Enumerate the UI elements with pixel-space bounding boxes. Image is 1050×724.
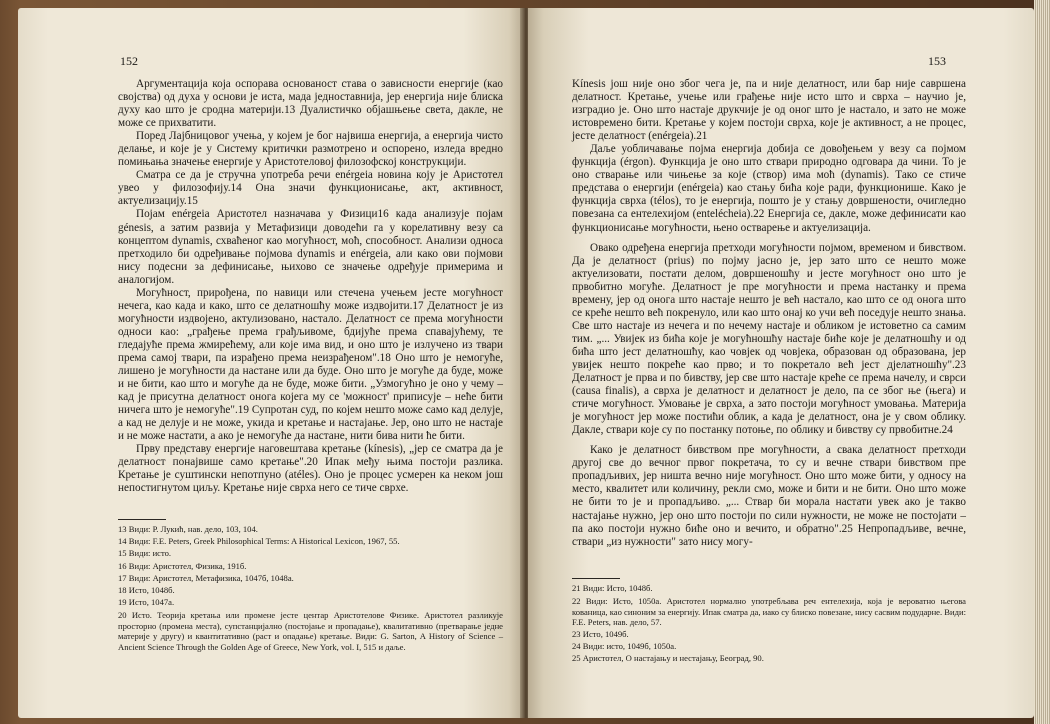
- paragraph: Поред Лајбницовог учења, у којем је бог највиша енергија, а енергија чисто делање, и које је у Систему критички размотрено и оспорено, изледа вредно помињања значење енергије у Аристотеловој филозофској конструкцији.: [118, 130, 503, 169]
- footnote: 13 Види: Р. Лукић, нав. дело, 103, 104.: [118, 524, 258, 534]
- footnotes: [118, 523, 503, 652]
- paragraph: Могућност, прирођена, по навици или стечена учењем јесте могућност нечега, као када и како, што се делатношћу може издвојити.17 Делатност је из могућности издвојено, актулизовано, настало. Делатност се према могућности односи као: „грађење према грађљивоме, бдијуће према спавајућему, те гледајуће према жмирећему, али које има вид, и оно што је излучено из твари према самој твари, па израђено према неизрађеном".18 Оно што је немогуће, лишено је могућности да настане или да буде. Оно што је могуће да буде, може и не бити, као што и могуће да не буде, може бити. „Узмогућно је оно у чему – кад је присутна делатност онога којега му се 'можност' приписује – неће бити ничега што је немогуће".19 Супротан суд, по којем нешто може само кад делује, а кад не делује и не може, укида и кретање и настајање. Јер, оно што не настаје и не може настати, а ако је немогуће да настане, нити бива нити ће бити.: [118, 286, 503, 443]
- paragraph: Појам enérgeia Аристотел назначава у Физици16 када анализује појам génesis, а затим развија у Метафизици доводећи га у корелативну везу са концептом dynamis, схваћеног као могућност, моћ, способност. Анализи односа претходило би одређивање појмова dynamis и enérgeia, али како ови појмови нису подесни за дефинисање, њихово се значење одређује примерима и аналогијом.: [118, 208, 503, 286]
- footnote: 24 Види: исто, 1049б, 1050а.: [572, 640, 677, 651]
- footnote: 15 Види: исто.: [118, 548, 172, 559]
- page-number: 152: [120, 54, 138, 68]
- left-page: [18, 8, 524, 718]
- paragraph: Како је делатност бивством пре могућности, а свака делатност претходи другој све до вечног првог покретача, то су и вечне ствари бивством пре пропадљивих, јер ништа вечно није могућност. Оно што може бити, у односу на место, квалитет или количину, рекли смо, може и бити и не бити. Оно што може не бити то је и пропадљиво. „... Ствар би морала настати увек ако је такво настајање нужно, јер оно што постоји по сили нужности, не може не постојати – па ако постоји нужно биће оно и вечито, и обратно".25 Непропадљиве, вечне, ствари „из нужности" зато нису могу-: [572, 444, 966, 548]
- page-number: 153: [928, 54, 946, 68]
- footnote: 18 Исто, 1048б.: [118, 585, 175, 596]
- main-text: [118, 78, 503, 496]
- page-edges: [1034, 0, 1050, 724]
- footnote: 17 Види: Аристотел, Метафизика, 1047б, 1048а.: [118, 572, 294, 583]
- footnote: 23 Исто, 1049б.: [572, 628, 629, 639]
- paragraph: Аргументација која оспорава основаност става о зависности енергије (као својства) од духа у основи је иста, мада једноставнија, јер енергија није блиска духу као што је сродна материји.13 Дуалистичко објашњење света, дакле, не може се прихватити.: [118, 78, 503, 130]
- paragraph: Прву представу енергије наговештава кретање (kínesis), „јер се сматра да је делатност понајвише само кретање".20 Ипак међу њима постоји разлика. Кретање је суштински непотпуно (atéles). Оно је процес усмерен ка неком још непостигнутом циљу. Кретање није сврха него се тиче сврхе.: [118, 443, 503, 495]
- right-page: [528, 8, 1034, 718]
- footnote-rule: [118, 519, 166, 520]
- footnote: 14 Види: F.E. Peters, Greek Philosophical Terms: A Historical Lexicon, 1967, 55.: [118, 536, 400, 547]
- main-text: [572, 78, 966, 549]
- paragraph: Даље уобличавање појма енергија добија се довођењем у везу са појмом функција (érgon). Функција је оно што ствари природно одговара да чини. То је оно стварање или чињење за које (створ) има моћ (dynamis). Тако се стиче представа о енергији (enérgeia) као стању бића које ради, функционише. Како је функција сврха (télos), то је енергија, пошто је у стању довршености, очигледно повезана са ентелехијом (entelécheia).22 Енергија се, дакле, може дефинисати као функционисање могућности, њено остварење и актуелизација.: [572, 143, 966, 234]
- paragraph: Овако одређена енергија претходи могућности појмом, временом и бивством. Да је делатност (prius) по појму јасно је, јер зато што се нешто може актуелизовати, постати делом, довршеношћу и јесте могућност оно што је првобитно могуће. Делатност је пре могућности и према настанку и према времену, јер од онога што настаје нешто је већ настало, као што се од онога што се креће нешто већ покренуло, или као што онај ко учи већ поседује нешто знања. Све што настаје из нечега и по нечему настаје и обликом је истоветно са самим тим. „... Увијек из бића које је могућношћу настаје биће које је делатношћу и од бића што јест делатношћу, као човјек од човјека, образован од образована, јер увијек нешто покреће као прво; и то покретало већ јест дјелатношћу".23 Делатност је прва и по бивству, јер све што настаје креће се према начелу, и сврси (causa finalis), а сврха је делатност и делатност је дело, па се због ње (њега) и стиче могућност. Умовање је сврха, а зато постоји могућност умовања. Материја је могућност јер може постићи облик, а када је делатност, она је у свом облику. Дакле, ствари које су по постанку потоње, по облику и бивству су првобитне.24: [572, 241, 966, 437]
- footnotes: [572, 582, 966, 664]
- footnote: 19 Исто, 1047а.: [118, 597, 175, 608]
- paragraph: Kínesis још није оно због чега је, па и није делатност, или бар није савршена делатност. Кретање, учење или грађење није исто што и сврха – научио је, изградио је. Оно што настаје друкчије је од оног што је настало, и зато не може истовремено бити. Кретање у којем постоји сврха, које је активност, а не процес, јесте делатност (enérgeia).21: [572, 78, 966, 143]
- footnote: 16 Види: Аристотел, Физика, 191б.: [118, 560, 247, 571]
- footnote-rule: [572, 578, 620, 579]
- paragraph: Сматра се да је стручна употреба речи enérgeia новина коју је Аристотел увео у филозофију.14 Она значи функционисање, акт, активност, актуелизацију.15: [118, 169, 503, 208]
- footnote: 25 Аристотел, О настајању и нестајању, Београд, 90.: [572, 653, 764, 664]
- footnote: 22 Види: Исто, 1050а. Аристотел нормално употребљава реч ентелехија, која је вероватно његова кованица, као синоним за енергију. Ипак сматра да, иако су блиско повезане, нису сасвим подударне. Види: F.E. Peters, нав. дело, 57.: [572, 596, 966, 628]
- footnote: 21 Види: Исто, 1048б.: [572, 583, 653, 593]
- footnote: 20 Исто. Теорија кретања или промене јесте центар Аристотелове Физике. Аристотел разликује просторно (промена места), супстанцијално (постојање и пропадање), квалитативно (претварање једне материје у другу) и квантитативно (раст и опадање) кретање. Види: G. Sarton, A History of Science – Ancient Science Through the Golden Age of Greece, New York, vol. I, 515 и даље.: [118, 610, 503, 652]
